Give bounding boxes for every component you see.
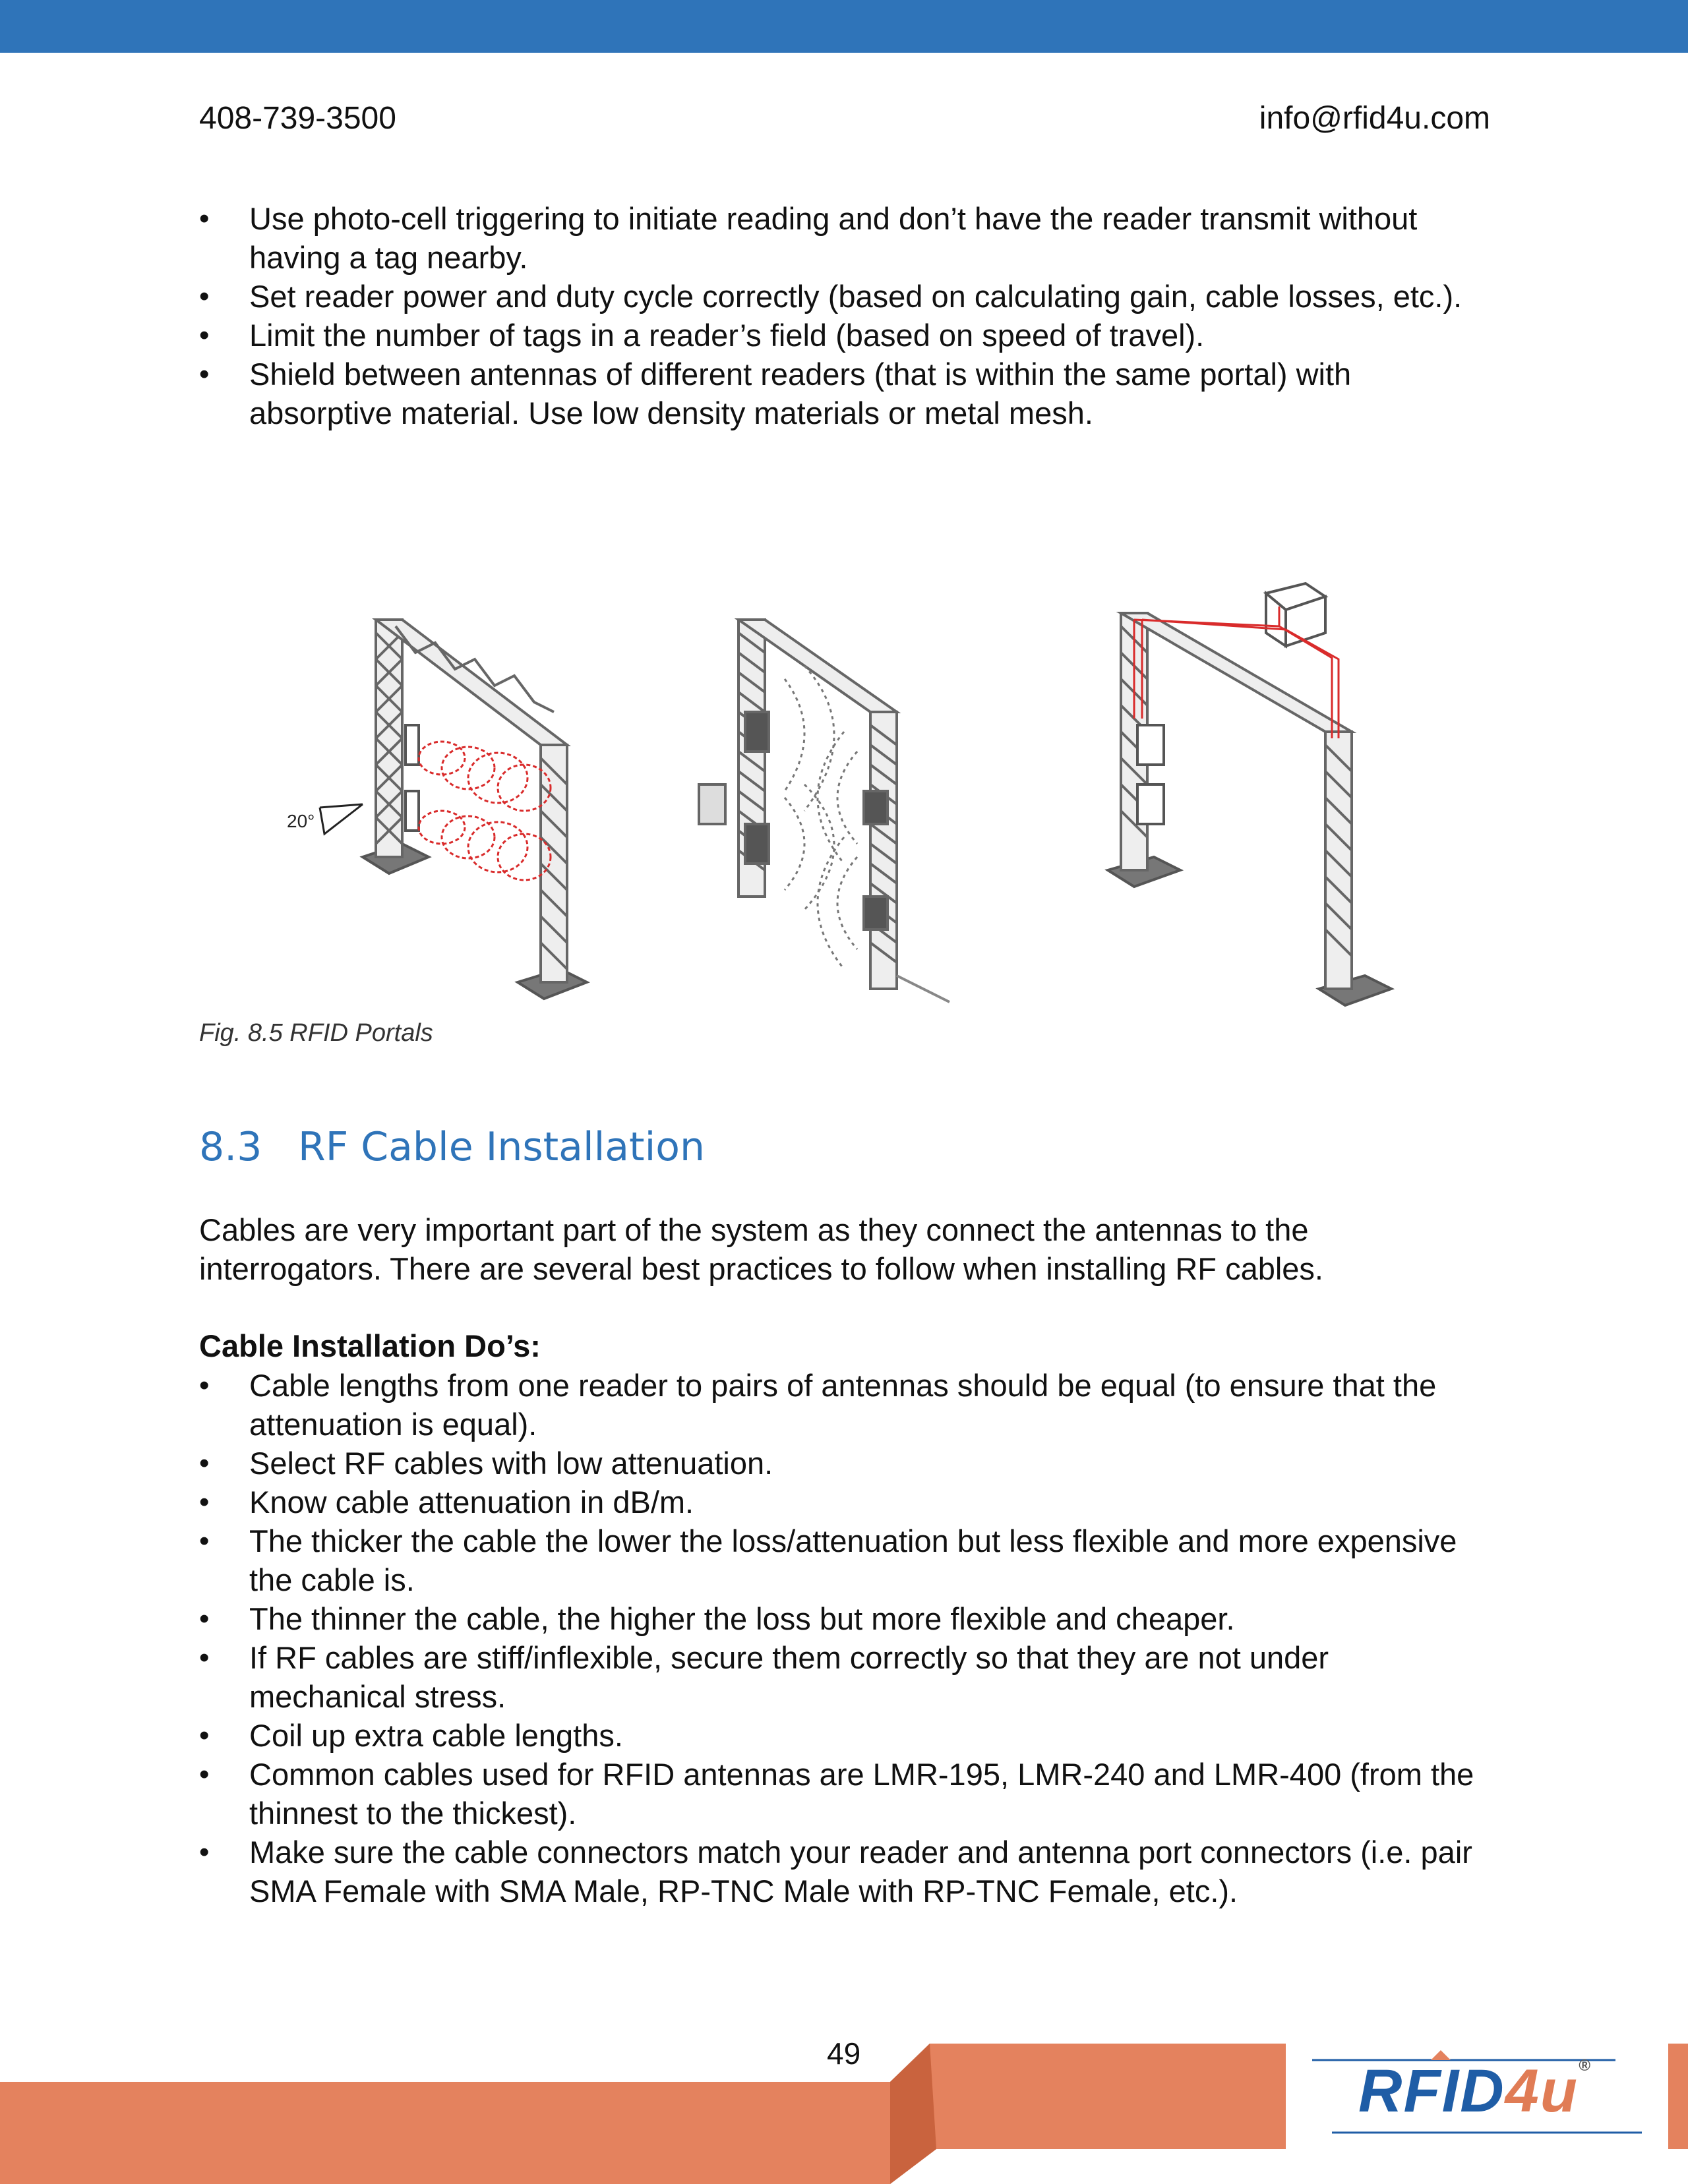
list-item: • Common cables used for RFID antennas are LMR-195, LMR-240 and LMR-400 (from the thinnest to the thickest). [199, 1755, 1492, 1833]
list-item: • Know cable attenuation in dB/m. [199, 1483, 1492, 1521]
top-bullet-list [199, 199, 1492, 432]
list-item: • Use photo-cell triggering to initiate reading and don’t have the reader transmit without having a tag nearby. [199, 199, 1492, 277]
logo-text-rfid: RFID [1358, 2057, 1505, 2125]
portal-illustration-2 [699, 620, 950, 1002]
portal-illustration-1 [287, 620, 587, 999]
cable-dos-heading: Cable Installation Do’s: [199, 1328, 541, 1363]
top-color-bar [0, 0, 1688, 53]
list-item: • Make sure the cable connectors match your reader and antenna port connectors (i.e. pair SMA Female with SMA Male, RP-TNC Male with RP-TNC Female, etc.). [199, 1833, 1492, 1910]
list-item: • Coil up extra cable lengths. [199, 1716, 1492, 1755]
list-item: • The thinner the cable, the higher the loss but more flexible and cheaper. [199, 1599, 1492, 1638]
rfid-portals-figure [264, 580, 1490, 1028]
section-title: RF Cable Installation [298, 1124, 705, 1170]
logo-text-4u: 4u [1505, 2057, 1579, 2125]
list-item: • Select RF cables with low attenuation. [199, 1444, 1492, 1483]
list-item: • Shield between antennas of different readers (that is within the same portal) with absorptive material. Use low density materials or metal mesh. [199, 355, 1492, 432]
angle-label: 20° [287, 811, 315, 831]
page-number: 49 [827, 2036, 861, 2071]
list-item: • The thicker the cable the lower the loss/attenuation but less flexible and more expensive the cable is. [199, 1521, 1492, 1599]
list-item: • If RF cables are stiff/inflexible, secure them correctly so that they are not under mechanical stress. [199, 1638, 1492, 1716]
rfid4u-logo [1358, 2057, 1592, 2126]
figure-caption: Fig. 8.5 RFID Portals [199, 1019, 433, 1047]
portal-illustration-3 [1108, 583, 1391, 1005]
list-item: • Cable lengths from one reader to pairs of antennas should be equal (to ensure that the attenuation is equal). [199, 1366, 1492, 1444]
list-item: • Limit the number of tags in a reader’s field (based on speed of travel). [199, 316, 1492, 355]
cable-dos-list [199, 1366, 1492, 1910]
header-email: info@rfid4u.com [1259, 101, 1490, 136]
header-phone: 408-739-3500 [199, 101, 396, 136]
section-number: 8.3 [199, 1124, 262, 1170]
logo-registered-mark: ® [1579, 2057, 1592, 2075]
list-item: • Set reader power and duty cycle correctly (based on calculating gain, cable losses, etc.). [199, 277, 1492, 316]
section-paragraph: Cables are very important part of the system as they connect the antennas to the interrogators. There are several best practices to follow when installing RF cables. [199, 1212, 1323, 1286]
